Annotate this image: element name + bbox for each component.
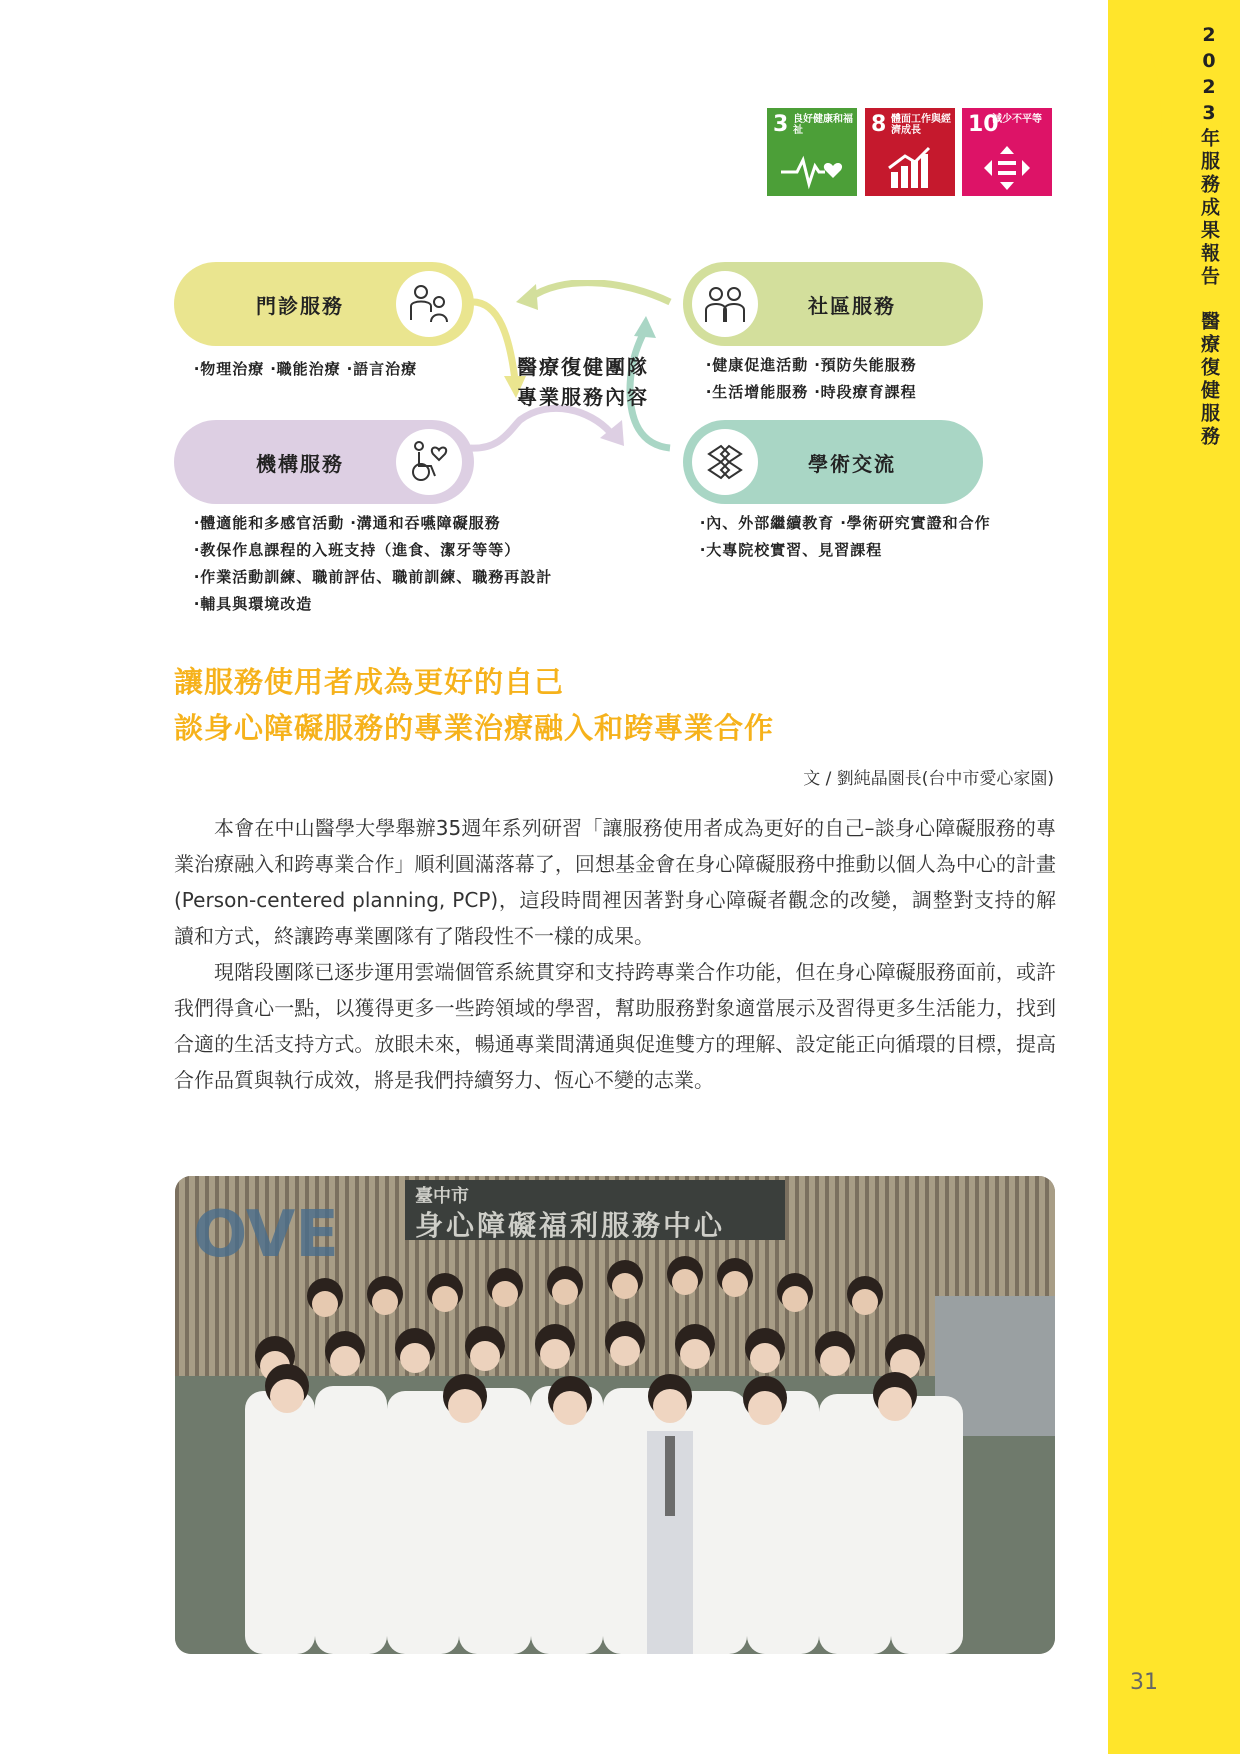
pill-outpatient-icon-circle: [396, 271, 462, 337]
article-body: [174, 810, 1056, 1098]
pill-outpatient-title: 門診服務: [256, 294, 344, 318]
pill-institution-icon-circle: [396, 429, 462, 495]
therapist-patient-icon: [407, 282, 451, 326]
pill-academic-title: 學術交流: [808, 452, 896, 476]
sdg-badge-8: 8 體面工作與經濟成長: [865, 108, 955, 196]
sdg-badge-10: 10 減少不平等: [962, 108, 1052, 196]
byline: 文 / 劉純晶園長(台中市愛心家園): [803, 769, 1054, 789]
svg-text:OVE: OVE: [193, 1198, 339, 1272]
wheelchair-heart-icon: [407, 440, 451, 484]
group-photo: [175, 1176, 1055, 1654]
group-photo-illustration: [175, 1176, 1055, 1654]
academic-items: ‧內、外部繼續教育 ‧學術研究實證和合作 ‧大專院校實習、見習課程: [700, 514, 991, 559]
heartbeat-icon: [767, 144, 857, 192]
people-group-icon: [703, 282, 747, 326]
growth-chart-icon: [865, 144, 955, 192]
sidebar-title: 2023年服務成果報告醫療復健服務: [1198, 24, 1220, 449]
headline-line1: 讓服務使用者成為更好的自己: [174, 665, 565, 699]
sdg-badge-3: 3 良好健康和福祉: [767, 108, 857, 196]
photo-building-sign: 臺中市 身心障礙福利服務中心: [405, 1180, 785, 1240]
diagram-center-title: 醫療復健團隊 專業服務內容: [517, 355, 649, 409]
joined-hands-icon: [703, 440, 747, 484]
pill-institution-title: 機構服務: [256, 452, 344, 476]
outpatient-items: ‧物理治療 ‧職能治療 ‧語言治療: [194, 360, 418, 378]
equality-arrows-icon: [962, 144, 1052, 192]
page-number: 31: [1130, 1670, 1158, 1695]
paragraph: 本會在中山醫學大學舉辦35週年系列研習「讓服務使用者成為更好的自己–談身心障礙服務的專業治療融入和跨專業合作」順利圓滿落幕了，回想基金會在身心障礙服務中推動以個人為中心的計畫(Person-centered planning, PCP)，這段時間裡因著對身心障礙者觀念的改變，調整對支持的解讀和方式，終讓跨專業團隊有了階段性不一樣的成果。: [174, 816, 1056, 948]
pill-community-icon-circle: [692, 271, 758, 337]
pill-community-title: 社區服務: [808, 294, 896, 318]
institution-items: ‧體適能和多感官活動 ‧溝通和吞嚥障礙服務 ‧教保作息課程的入班支持（進食、潔牙等等） ‧作業活動訓練、職前評估、職前訓練、職務再設計 ‧輔具與環境改造: [194, 514, 553, 613]
pill-academic-icon-circle: [692, 429, 758, 495]
paragraph: 現階段團隊已逐步運用雲端個管系統貫穿和支持跨專業合作功能，但在身心障礙服務面前，或許我們得貪心一點，以獲得更多一些跨領域的學習，幫助服務對象適當展示及習得更多生活能力，找到合適的生活支持方式。放眼未來，暢通專業間溝通與促進雙方的理解、設定能正向循環的目標，提高合作品質與執行成效，將是我們持續努力、恆心不變的志業。: [174, 960, 1056, 1092]
community-items: ‧健康促進活動 ‧預防失能服務 ‧生活增能服務 ‧時段療育課程: [706, 356, 917, 401]
headline-line2: 談身心障礙服務的專業治療融入和跨專業合作: [174, 711, 775, 745]
